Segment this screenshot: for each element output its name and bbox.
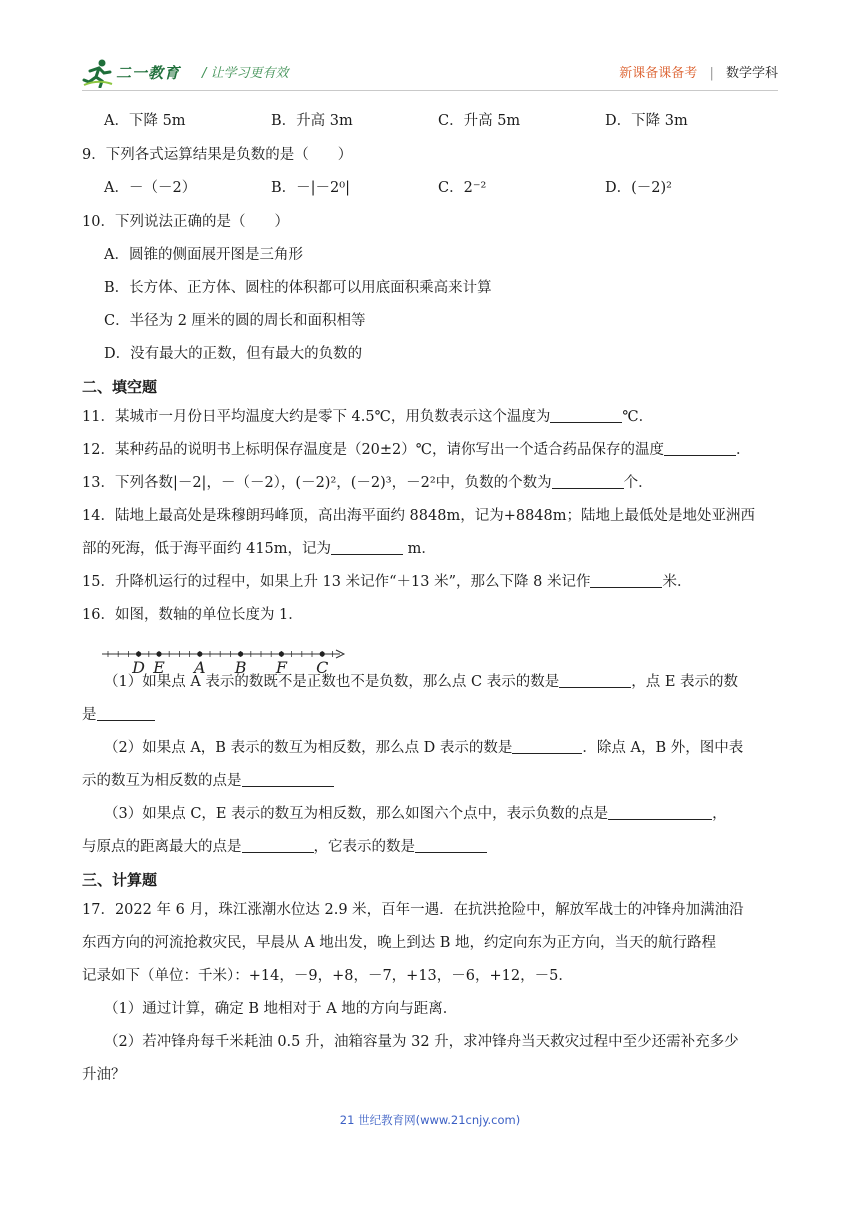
q16-p3-tail: ， — [712, 806, 727, 822]
section-heading: 三、计算题 — [82, 871, 158, 889]
number-line-figure — [100, 642, 350, 676]
document-body — [82, 108, 778, 1095]
answer-blank — [97, 704, 155, 721]
q8-options — [82, 108, 778, 142]
option: A．圆锥的侧面展开图是三角形 — [104, 247, 303, 263]
option: B．长方体、正方体、圆柱的体积都可以用底面积乘高来计算 — [104, 280, 492, 296]
answer-blank — [590, 571, 662, 588]
option: C．2⁻² — [438, 180, 487, 196]
point-f — [279, 651, 284, 656]
q16-part3 — [82, 801, 778, 834]
q17-line2: 东西方向的河流抢救灾民，早晨从 A 地出发，晚上到达 B 地，约定向东为正方向，当天的航行路程 — [82, 935, 717, 951]
answer-blank — [242, 770, 334, 787]
q17-part2-cont: 升油？ — [82, 1067, 126, 1083]
answer-blank — [415, 836, 487, 853]
option: D．没有最大的正数，但有最大的负数的 — [104, 346, 363, 362]
q15-text: 15．升降机运行的过程中，如果上升 13 米记作“＋13 米”，那么下降 8 米记作 — [82, 574, 591, 590]
answer-blank — [552, 472, 624, 489]
point-label-e: E — [153, 658, 165, 676]
q15 — [82, 569, 778, 602]
header-subject-label: 数学学科 — [725, 66, 778, 81]
answer-blank — [608, 803, 712, 820]
q16-part2-cont — [82, 768, 778, 801]
q17-line3: 记录如下（单位：千米）：+14，－9，+8，－7，+13，－6，+12，－5． — [82, 968, 573, 984]
q16-p1-text: （1）如果点 A 表示的数既不是正数也不是负数，那么点 C 表示的数是 — [104, 674, 560, 690]
q17-part1: （1）通过计算，确定 B 地相对于 A 地的方向与距离． — [104, 1001, 458, 1017]
q17-part2: （2）若冲锋舟每千米耗油 0.5 升，油箱容量为 32 升，求冲锋舟当天救灾过程中至少还需补充多少 — [104, 1034, 739, 1050]
q16-part2 — [82, 735, 778, 768]
page-footer: 21 世纪教育网(www.21cnjy.com) — [339, 1113, 521, 1127]
page-header — [82, 54, 778, 92]
q16-p1-tail: ，点 E 表示的数 — [631, 674, 739, 690]
q16-p2-text: （2）如果点 A，B 表示的数互为相反数，那么点 D 表示的数是 — [104, 740, 513, 756]
runner-logo-icon — [82, 58, 114, 88]
point-label-a: A — [194, 658, 206, 676]
section-heading: 二、填空题 — [82, 378, 158, 396]
q16-stem: 16．如图，数轴的单位长度为 1． — [82, 607, 303, 623]
q14-line1: 14．陆地上最高处是珠穆朗玛峰顶，高出海平面约 8848m，记为+8848m；陆地上最低处是地处亚洲西 — [82, 508, 756, 524]
number-line-points — [131, 651, 328, 676]
q11-tail: ℃． — [622, 409, 654, 425]
answer-blank — [559, 671, 631, 688]
header-tag: 新课备课备考 — [619, 66, 698, 81]
slogan: / 让学习更有效 — [202, 66, 289, 81]
answer-blank — [664, 439, 736, 456]
q9-options — [82, 175, 778, 209]
q17-line1: 17．2022 年 6 月，珠江涨潮水位达 2.9 米，百年一遇．在抗洪抢险中，解放军战士的冲锋舟加满油沿 — [82, 902, 744, 918]
option: D．(－2)² — [605, 180, 672, 196]
option: C．半径为 2 厘米的圆的周长和面积相等 — [104, 313, 366, 329]
q16-p3-cont-text: 与原点的距离最大的点是 — [82, 839, 242, 855]
brand-name: 二一教育 — [116, 64, 181, 82]
q13-text: 13．下列各数|－2|，－（－2），(－2)²，(－2)³，－2²中，负数的个数为 — [82, 475, 552, 491]
header-subject — [619, 62, 778, 81]
q12-tail: ． — [736, 442, 751, 458]
q10-stem: 10．下列说法正确的是（ ） — [82, 214, 289, 230]
q11-text: 11．某城市一月份日平均温度大约是零下 4.5℃，用负数表示这个温度为 — [82, 409, 551, 425]
q12-text: 12．某种药品的说明书上标明保存温度是（20±2）℃，请你写出一个适合药品保存的温度 — [82, 442, 664, 458]
q14-line2 — [82, 536, 778, 569]
option: D．下降 3m — [605, 113, 688, 129]
point-label-b: B — [234, 658, 247, 676]
option: C．升高 5m — [438, 113, 521, 129]
answer-blank — [550, 406, 622, 423]
point-a — [197, 651, 202, 656]
q14-tail: m． — [403, 541, 436, 557]
q16-p3-cont-text2: ，它表示的数是 — [313, 839, 415, 855]
option: B．升高 3m — [271, 113, 353, 129]
point-d — [136, 651, 141, 656]
option: A．－（－2） — [104, 180, 197, 196]
point-label-c: C — [316, 658, 329, 676]
q13-tail: 个． — [623, 475, 653, 491]
q12 — [82, 437, 778, 470]
q13 — [82, 470, 778, 503]
q14-text: 部的死海，低于海平面约 415m，记为 — [82, 541, 332, 557]
header-separator: | — [709, 66, 714, 81]
q16-p2-tail: ．除点 A，B 外，图中表 — [582, 740, 744, 756]
option: A．下降 5m — [104, 113, 186, 129]
answer-blank — [512, 737, 582, 754]
logo — [82, 58, 192, 88]
q11 — [82, 404, 778, 437]
q9-stem: 9．下列各式运算结果是负数的是（ ） — [82, 147, 353, 163]
option: B．－|－2⁰| — [271, 180, 350, 196]
q16-p2-cont-text: 示的数互为相反数的点是 — [82, 773, 242, 789]
q16-part1-cont — [82, 702, 778, 735]
q16-p3-text: （3）如果点 C，E 表示的数互为相反数，那么如图六个点中，表示负数的点是 — [104, 806, 609, 822]
point-c — [320, 651, 325, 656]
answer-blank — [242, 836, 314, 853]
q16-p1-cont-text: 是 — [82, 707, 97, 723]
point-label-d: D — [132, 658, 146, 676]
point-e — [156, 651, 161, 656]
q16-part3-cont — [82, 834, 778, 867]
point-b — [238, 651, 243, 656]
header-divider — [82, 90, 778, 91]
answer-blank — [331, 538, 403, 555]
point-label-f: F — [275, 658, 287, 676]
q15-tail: 米． — [662, 574, 692, 590]
